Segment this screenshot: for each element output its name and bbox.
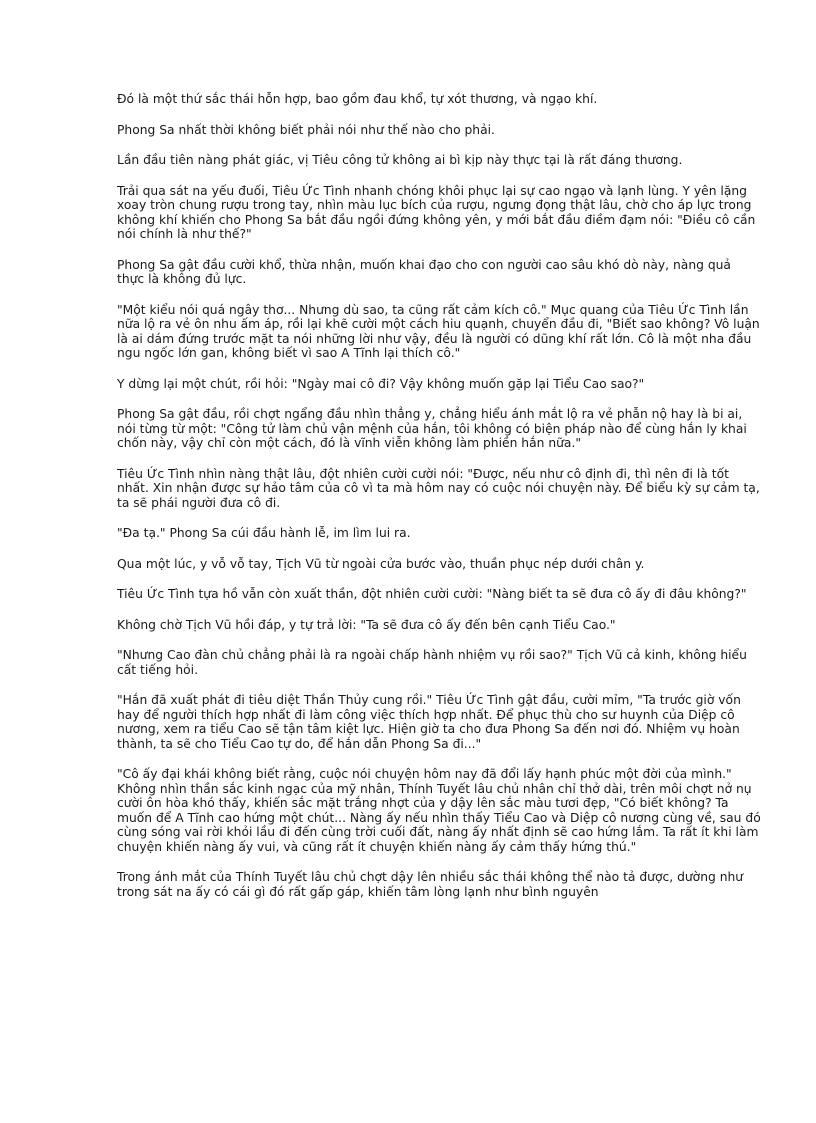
paragraph-3: Lần đầu tiên nàng phát giác, vị Tiêu công tử không ai bì kịp này thực tại là rất đáng thương.	[117, 153, 683, 167]
paragraph-10: "Đa tạ." Phong Sa cúi đầu hành lễ, im lìm lui ra.	[117, 526, 411, 540]
paragraph-15: "Hắn đã xuất phát đi tiêu diệt Thần Thủy cung rồi." Tiêu Ức Tình gật đầu, cười mỉm, "Ta trước giờ vốn hay để người thích hợp nhất đi làm công việc thích hợp nhất. Để phục thù cho sư huynh của Diệp cô nương, xem ra tiểu Cao sẽ tận tâm kiệt lực. Hiện giờ ta cho đưa Phong Sa đến nơi đó. Nhiệm vụ hoàn thành, ta sẽ cho Tiểu Cao tự do, để hắn dẫn Phong Sa đi..."	[117, 693, 741, 751]
paragraph-9: Tiêu Ức Tình nhìn nàng thật lâu, đột nhiên cười cười nói: "Được, nếu như cô định đi, thì nên đi là tốt nhất. Xin nhận được sự hảo tâm của cô vì ta mà hôm nay có cuộc nói chuyện này. Để biểu kỳ sự cảm tạ, ta sẽ phái người đưa cô đi.	[117, 466, 760, 510]
paragraph-1: Đó là một thứ sắc thái hỗn hợp, bao gồm đau khổ, tự xót thương, và ngạo khí.	[117, 92, 598, 106]
paragraph-5: Phong Sa gật đầu cười khổ, thừa nhận, muốn khai đạo cho con người cao sâu khó dò này, nàng quả thực là không đủ lực.	[117, 257, 731, 286]
paragraph-14: "Nhưng Cao đàn chủ chẳng phải là ra ngoài chấp hành nhiệm vụ rồi sao?" Tịch Vũ cả kinh, không hiểu cất tiếng hỏi.	[117, 648, 747, 677]
paragraph-4: Trải qua sát na yếu đuối, Tiêu Ức Tình nhanh chóng khôi phục lại sự cao ngạo và lạnh lùng. Y yên lặng xoay tròn chung rượu trong tay, nhìn màu lục bích của rượu, ngưng đọng thật lâu, chờ cho áp lực trong không khí khiến cho Phong Sa bắt đầu ngồi đứng không yên, y mới bắt đầu điềm đạm nói: "Điều cô cần nói chính là như thế?"	[117, 183, 756, 241]
paragraph-8: Phong Sa gật đầu, rồi chợt ngẩng đầu nhìn thẳng y, chẳng hiểu ánh mắt lộ ra vẻ phẫn nộ hay là bi ai, nói từng từ một: "Công tử làm chủ vận mệnh của hắn, tôi không có biện pháp nào để cùng hắn ly khai chốn này, vậy chỉ còn một cách, đó là vĩnh viễn không làm phiền hắn nữa."	[117, 407, 747, 450]
document-body	[117, 92, 762, 915]
paragraph-6: "Một kiểu nói quá ngây thơ... Nhưng dù sao, ta cũng rất cảm kích cô." Mục quang của Tiêu Ức Tình lần nữa lộ ra vẻ ôn nhu ấm áp, rồi lại khẽ cười một cách hiu quạnh, chuyển đầu đi, "Biết sao không? Vô luận là ai dám đứng trước mặt ta nói những lời như vậy, đều là người có dũng khí rất lớn. Cô là một nha đầu ngu ngốc lớn gan, không biết vì sao A Tĩnh lại thích cô."	[117, 302, 760, 360]
paragraph-2: Phong Sa nhất thời không biết phải nói như thế nào cho phải.	[117, 122, 495, 137]
paragraph-7: Y dừng lại một chút, rồi hỏi: "Ngày mai cô đi? Vậy không muốn gặp lại Tiểu Cao sao?"	[117, 376, 645, 391]
paragraph-17: Trong ánh mắt của Thính Tuyết lâu chủ chợt dậy lên nhiều sắc thái không thể nào tả được, dường như trong sát na ấy có cái gì đó rất gấp gáp, khiến tâm lòng lạnh như bình nguyên	[117, 870, 744, 899]
paragraph-12: Tiêu Ức Tình tựa hồ vẫn còn xuất thần, đột nhiên cười cười: "Nàng biết ta sẽ đưa cô ấy đi đâu không?"	[117, 587, 747, 601]
paragraph-16: "Cô ấy đại khái không biết rằng, cuộc nói chuyện hôm nay đã đổi lấy hạnh phúc một đời của mình." Không nhìn thần sắc kinh ngạc của mỹ nhân, Thính Tuyết lâu chủ nhân chỉ thở dài, trên môi chợt nở nụ cười ôn hòa khó thấy, khiến sắc mặt trắng nhợt của y dậy lên sắc màu tươi đẹp, "Có biết không? Ta muốn để A Tĩnh cao hứng một chút... Nàng ấy nếu nhìn thấy Tiểu Cao và Diệp cô nương cùng về, sau đó cùng sóng vai rời khỏi lầu đi đến cùng trời cuối đất, nàng ấy nhất định sẽ cao hứng lắm. Ta rất ít khi làm chuyện khiến nàng ấy vui, và cũng rất ít chuyện khiến nàng ấy cảm thấy hứng thú."	[117, 767, 761, 854]
paragraph-11: Qua một lúc, y vỗ vỗ tay, Tịch Vũ từ ngoài cửa bước vào, thuần phục nép dưới chân y.	[117, 556, 645, 571]
paragraph-13: Không chờ Tịch Vũ hồi đáp, y tự trả lời: "Ta sẽ đưa cô ấy đến bên cạnh Tiểu Cao."	[117, 617, 616, 632]
